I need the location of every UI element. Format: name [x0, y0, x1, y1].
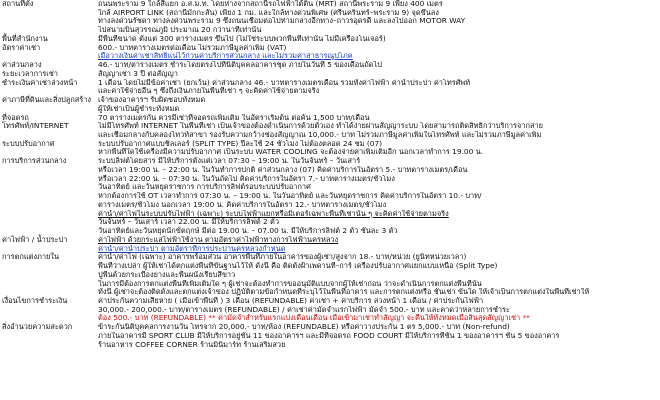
row-label: ชำระเงินค่าเช่าล่วงหน้า: [2, 77, 78, 87]
value-line: ถนนพระราม 9 ใกล้สี่แยก อ.ส.ม.ท. โดยห่างจากสถานีรถไฟฟ้าใต้ดิน (MRT) สถานีพระราม 9 เพียง 400 เมตร: [98, 0, 443, 8]
row-label: โทรศัพท์/INTERNET: [2, 121, 69, 131]
row-value: [96, 70, 660, 79]
row-label: ค่าไฟฟ้า / น้ำประปา: [2, 234, 68, 244]
table-row: [0, 122, 660, 139]
value-line: 600.- บาทตารางเมตรต่อเดือน ไม่รวมภาษีมูลค่าเพิ่ม (VAT): [98, 43, 287, 52]
row-value: [96, 122, 660, 139]
row-label: สถานที่ตั้ง: [2, 0, 34, 8]
value-line-highlight: ค่าน้ำ/ค่าไฟในระบบปรับไฟฟ้า (เฉพาะ) ระบบไฟฟ้าแยกหรือมิเตอร์เฉพาะพื้นที่เช่านั้น ๆ จะคิดค่าใช้จ่ายตามจริง: [98, 209, 449, 218]
table-row: [0, 297, 660, 323]
row-label: ที่จอดรถ: [2, 112, 29, 122]
table-row: [0, 114, 660, 123]
table-row: [0, 323, 660, 349]
table-row: [0, 140, 660, 157]
table-row: [0, 79, 660, 96]
row-value: [96, 44, 660, 61]
value-line: วันอาทิตย์และวันหยุดนักขัตฤกษ์ มีต่อ 19.00 น. – 07.00 น. มีให้บริการลิฟต์ 2 ตัว ชั้นละ 3 ตัว: [98, 227, 398, 236]
value-line: ใกล้ AIRPORT LINK (สถานีมักกะสัน) เพียง 1 กม. และใกล้ทางด่วนพิเศษ (ศรีนครินทร์–พระราม 9) จุดขึ้นลง: [98, 8, 439, 17]
row-label: ระบบปรับอากาศ: [2, 138, 55, 148]
value-line: เจ้าของอาคารฯ รับผิดชอบทั้งหมด: [98, 96, 206, 105]
value-line: 46.- บาท/ตารางเมตร ชำระโดยตรงไปที่นิติบุคคลอาคารชุด ภายในวันที่ 5 ของเดือนถัดไป: [98, 61, 382, 70]
value-line: หากต้องการใช้ OT เวลาทำการ 07:30 น. – 19:00 น. ในวันอาทิตย์ และวันหยุดราชการ คิดค่าบริการในอัตรา 10.- บาท/: [98, 192, 482, 201]
row-label: สิ่งอำนวยความสะดวก: [2, 322, 73, 332]
table-row: [0, 70, 660, 79]
row-value: [96, 323, 660, 349]
table-row: [0, 61, 660, 70]
value-line: ไม่มีโทรศัพท์ INTERNET ในพื้นที่เช่า เป็นเจ้าของต้องดำเนินการด้วยตัวเอง ทำได้ง่ายผ่านสัญญาระบบ โดยสามารถติดสิทธิ์กว่าบริการจากสาย: [98, 122, 543, 131]
value-line: ผู้ให้เช่าเป็นผู้ชำระทั้งหมด: [98, 104, 180, 113]
value-line: พื้นที่ว่างเปล่า ผู้ให้เช่าได้ตกแต่งพื้นที่ขั้นฐานไว้ให้ ดังนี้ คือ ติดตั้งฝ้าเพดานที–การ์ เครื่องปรับอากาศแยกแบบเหนือ (Split Type): [98, 262, 498, 271]
table-row: [0, 253, 660, 297]
row-label: พื้นที่สำนักงาน: [2, 33, 48, 43]
value-line: 1 เดือน โดยไม่มีข้อค่าเช่า (ยกเว้น) ค่าส่วนกลาง 46.- บาทตารางเมตรเดือน รวมทั้งค่าไฟฟ้า ค่าน้ำประปา ค่าโทรศัพท์: [98, 78, 471, 87]
value-line: ทางลงด่วนรัชดา ทางลงด่วนพระราม 9 ซึ่งถนนเชื่อมต่อไปท่ามกลางอีกทาง–ถาวรอุดรดี และลงไปออก MOTOR WAY: [98, 17, 466, 26]
value-line: วันจันทร์ – วันเสาร์ เวลา 22.00 น. มีให้บริการลิฟต์ 2 ตัว: [98, 218, 280, 227]
row-value: [96, 79, 660, 96]
row-value: [96, 35, 660, 44]
table-row: [0, 0, 660, 35]
table-row: [0, 96, 660, 113]
value-line-highlight: ต้อง 500.- บาท (REFUNDABLE) ** ค่ามัดจำสำหรับแรกแบ่งเดือนเดือน เมื่อเข้ามาเช่าทำสัญญา จะคืนให้ทั้งหมดเมื่อสิ้นสุดสัญญาเช่า **: [98, 314, 530, 323]
row-label: ระยะเวลาการเช่า: [2, 68, 58, 78]
value-line: และค่าใช้จ่ายอื่น ๆ ซึ่งถึงเงินภายในพื้นที่เช่า ๆ จะคิดค่าใช้จ่ายตามจริง: [98, 87, 320, 96]
row-value: [96, 236, 660, 253]
value-line: หรือเวลา 22:00 น. – 07:30 น. ในวันถัดไป คิดค่าบริการในอัตรา 7.- บาทตารางเมตร/ชั่วโมง: [98, 174, 395, 183]
value-line: ในการมีต้องการตกแต่งพื้นที่เพิ่มเติมใด ๆ ผู้เช่าจะต้องทำการขออนุมัติแบบจากผู้ให้เช่าก่อน ว่าจะดำเนินการตกแต่งพื้นที่นั้น: [98, 279, 482, 288]
table-row: [0, 157, 660, 236]
value-line: ระบบปรับอากาศแบบชิลเลอร์ (SPLIT TYPE) ปีละใช้ 24 ชั่วโมง ไม่ต้องตลอด 24 ชม (07): [98, 139, 383, 148]
value-line: ทั้งนี้ ผู้เช่าจะต้องติดตั้งและตกแต่งเจ้าของ ปฏิบัติตามข้อกำหนดที่ระบุไว้ในพื้นที่อาคาร และการตกแต่งหรือ ชั้นเช่า ขั้นใด ให้เจ้าเป็นการตกแต่งในพื้นที่เช่าให้: [98, 288, 590, 297]
value-line: ภายในอาคารมี SPORT CLUB มีให้บริการอยู่ชั้น 11 ของอาคารฯ และมีที่จอดรถ FOOD COURT มีให้บริการที่ชั้น 1 ของอาคารฯ ชั้น 5 ของอาคาร: [98, 331, 560, 340]
table-row: [0, 44, 660, 61]
row-label: การตกแต่งภายใน: [2, 252, 60, 262]
row-value: [96, 297, 660, 323]
value-line: มีพื้นที่ขนาด ตั้งแต่ 300 ตารางเมตร ขึ้นไป (ไม่ใช่ระบบพวกพื้นที่เท่านั้น ไม่มีเครื่องโนเจอร์): [98, 34, 386, 43]
row-label: อัตราค่าเช่า: [2, 42, 41, 52]
value-line-highlight: เมื่อวางเงินค่าเช่าสิทธิ์แน่ไว้ก่วนค่าบริการส่วนกลาง และไม่รวมค่าสาธารณูปโภค: [98, 52, 353, 61]
value-line: ไปสนามบินสุวรรณภูมิ ประมาณ 20 กว่านาทีเท่านั้น: [98, 26, 262, 35]
value-line: สัญญาเช่า 3 ปี ต่อสัญญา: [98, 69, 178, 78]
value-line-highlight: ค่าไฟฟ้า ด้วยกระแสไฟฟ้าใช้งาน ตามอัตราค่าไฟฟ้าทางการไฟฟ้านครหลวง: [98, 235, 339, 244]
row-label: ค่าส่วนกลาง: [2, 60, 42, 70]
value-line: วันอาทิตย์ และวันหยุดราชการ การบริการลิฟต์รอบระบบปรับอากาศ: [98, 183, 311, 192]
row-value: [96, 61, 660, 70]
value-line: ตารางเมตร/ชั่วโมง นอกเวลา 19:00 น. คิดค่าบริการในอัตรา 12.- บาทตารางเมตร/ชั่วโมง: [98, 200, 387, 209]
value-line: ร้านอาหาร COFFEE CORNER ร้านมินิมาร์ท ร้านเสริมสวย: [98, 340, 286, 349]
value-line: 30,000.- 200,000.- บาท/ตารางเมตร (REFUNDABLE) / ค่าเช่าค่ามัดจำแรกไฟฟ้า มัดจำ 500.- บาท และคาดว่าหลายการชำระ: [98, 305, 510, 314]
row-value: [96, 96, 660, 113]
value-line: ค่าประกันความเสียหาย ( เมื่อเข้าพื้นที่ ) 3 เดือน (REFUNDABLE) ค่าเช่า + ค่าบริการ ล่วงหน้า 1 เดือน / ค่าประกันไฟฟ้า: [98, 296, 484, 305]
row-value: [96, 253, 660, 297]
row-value: [96, 0, 660, 35]
value-line: ค่าน้ำ/ค่าไฟ (เฉพาะ) อาคารพร้อมส่วน อาคารพื้นที่ภายในอาคารของผู้เช่า/สูงจาก 18.- บาท/หน่วย (ยูนิทหน่วยเวลา): [98, 253, 467, 262]
value-line-highlight: ค่าน้ำ/ค่าน้ำประปา ตามอัตราที่การประปานครหลวงกำหนด: [98, 244, 286, 253]
row-value: [96, 114, 660, 123]
row-value: [96, 157, 660, 236]
value-line: ปูพื้นด้วยกระเบื้องยางและพื้นผนังเรียบสีขาว: [98, 270, 236, 279]
table-row: [0, 236, 660, 253]
value-line: ข้าระกันนิติบุคคลการงานวัน โทรจาก 20,000.- บาท/ห้อง (REFUNDABLE) หรือค่าวางประกัน 1 ตร 5,000.- บาท (Non-refund): [98, 323, 510, 332]
value-line: 70 ตารางเมตรกัน ควรมีเช่าที่จอดรถเพิ่มเติม ในอัตราเริ่มต้น ต่อคัน 1,500 บาท/เดือน: [98, 113, 370, 122]
row-label: เงื่อนไขการชำระเงิน: [2, 295, 68, 305]
value-line: หรือเวลา 19:00 น. – 22:00 น. ในวันทำการปกติ ค่าส่วนกลาง (07) คิดค่าบริการในอัตรา 5.- บาทตารางเมตร/เดือน: [98, 165, 468, 174]
value-line: ระบบลิฟต์โดยสาร มีให้บริการตั้งแต่เวลา 07:30 – 19:00 น. ในวันจันทร์ – วันเสาร์: [98, 157, 361, 166]
table-row: [0, 35, 660, 44]
value-line: หากพื้นที่ใดใช้เครื่องมีความปรับอากาศ เป็นระบบ WATER COOLING จะต้องจ่ายค่าเพิ่มเติมอีก นอกเวลาทำการ 19.00 น.: [98, 148, 484, 157]
row-value: [96, 140, 660, 157]
row-label: ค่าภาษีที่ดินและสิ่งปลูกสร้าง: [2, 95, 92, 105]
value-line: และเชื่อมกลางกับคลองไทวท์สาขา รองรับความกว้างช่องสัญญาณ 10,000.- บาท ไม่รวมภาษีมูลค่าเพิ่มในโทรศัพท์ และไม่รวมภาษีมูลค่าเพิ่ม: [98, 131, 542, 140]
row-label: การบริการส่วนกลาง: [2, 156, 67, 166]
